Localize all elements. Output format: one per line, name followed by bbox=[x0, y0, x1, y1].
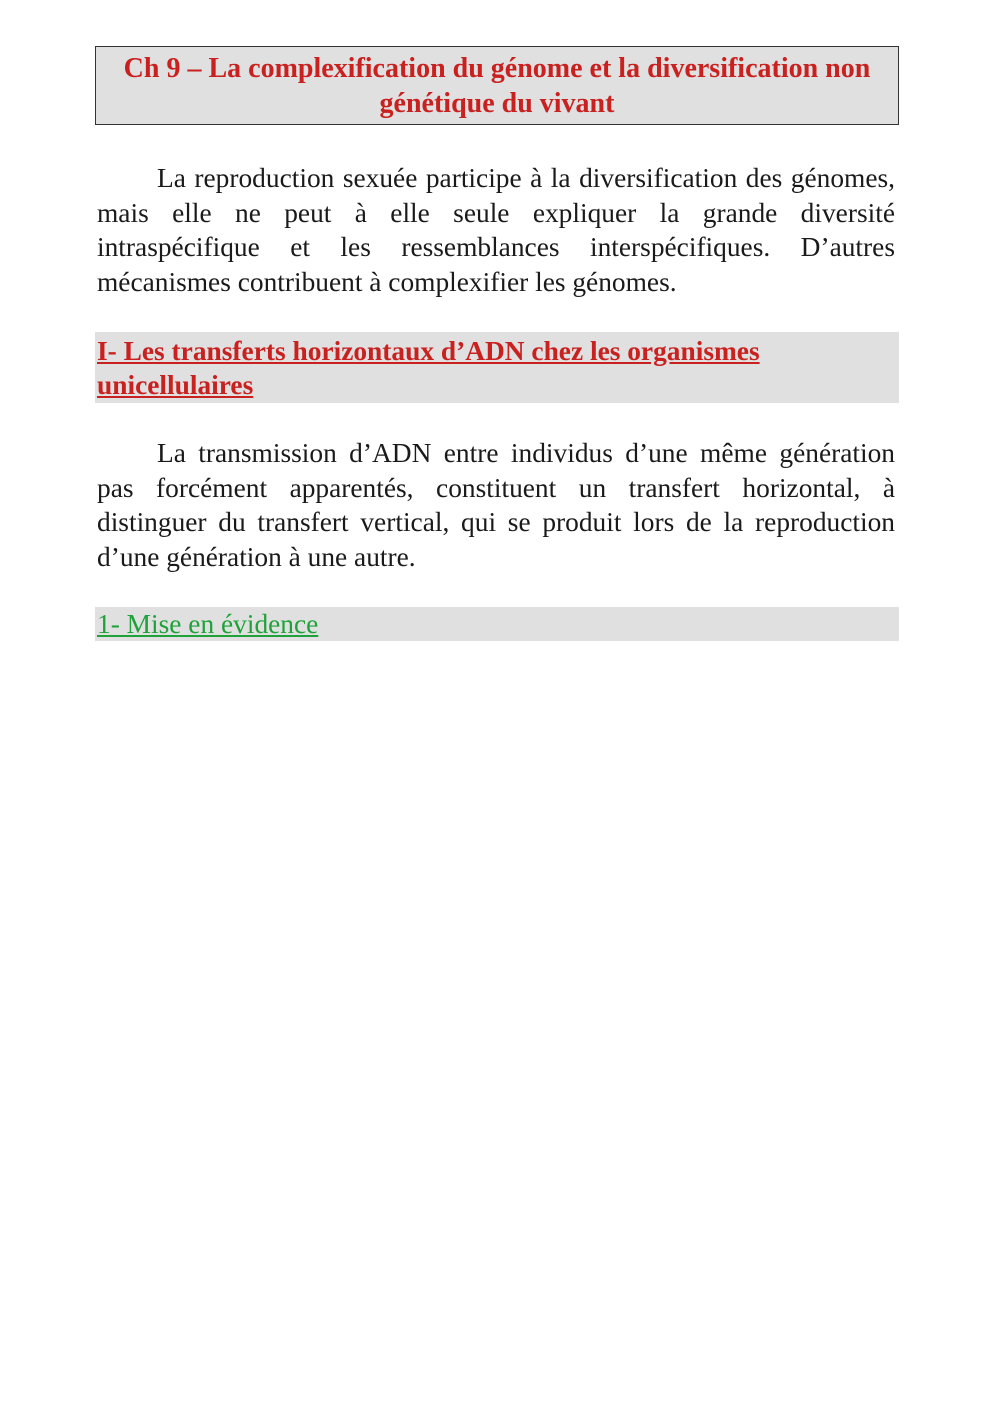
section-heading-box bbox=[95, 332, 899, 403]
chapter-title-box bbox=[95, 46, 899, 125]
intro-paragraph: La reproduction sexuée participe à la diversification des génomes, mais elle ne peut à elle seule expliquer la grande diversité intraspécifique et les ressemblances interspécifiques. D’autres mécanismes contribuent à complexifier les génomes. bbox=[97, 163, 895, 297]
section-heading: I- Les transferts horizontaux d’ADN chez les organismes unicellulaires bbox=[97, 336, 760, 400]
section-paragraph: La transmission d’ADN entre individus d’une même génération pas forcément apparentés, constituent un transfert horizontal, à distinguer du transfert vertical, qui se produit lors de la reproduction d’une génération à une autre. bbox=[97, 438, 895, 572]
document-page bbox=[95, 46, 899, 641]
chapter-title: Ch 9 – La complexification du génome et la diversification non génétique du vivant bbox=[123, 53, 871, 119]
subsection-heading-box bbox=[95, 607, 899, 641]
subsection-heading: 1- Mise en évidence bbox=[97, 609, 319, 639]
